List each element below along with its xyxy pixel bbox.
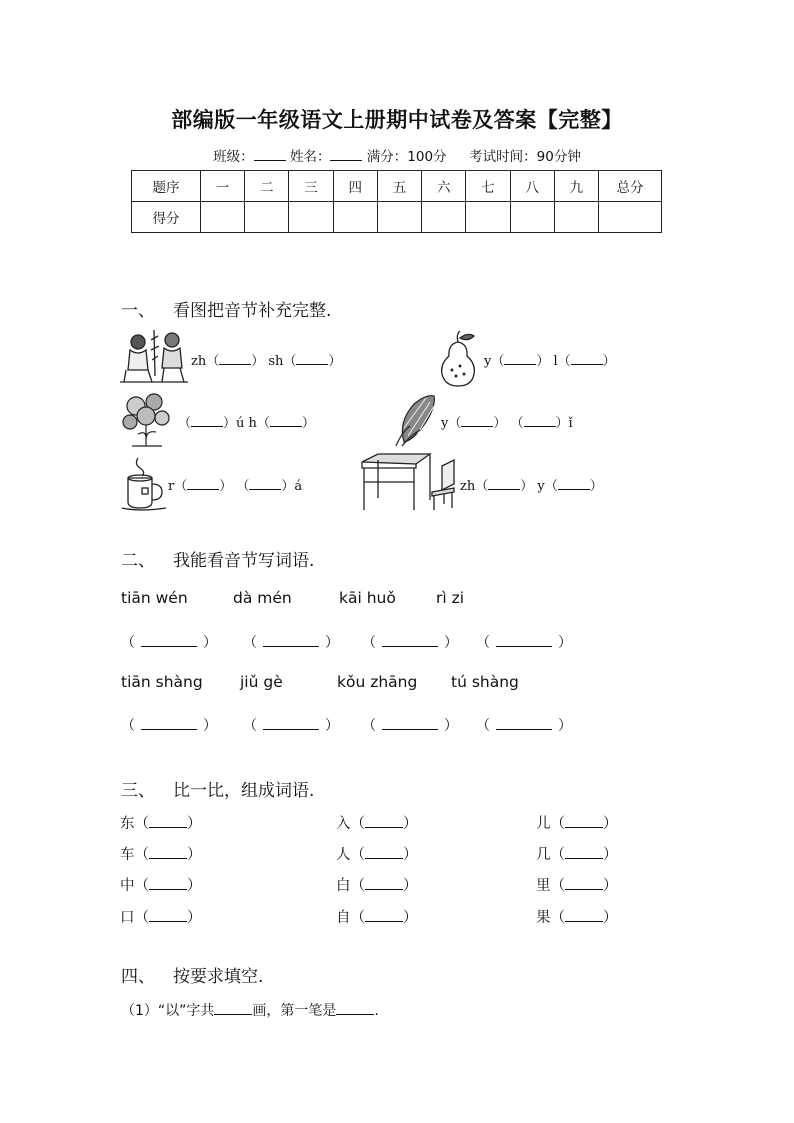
close-paren: ） xyxy=(403,847,418,863)
answer-bracket xyxy=(121,715,217,735)
pinyin-suffix: ）á xyxy=(281,479,303,494)
table-header-cell: 总分 xyxy=(599,171,662,202)
pinyin-middle: ） （ xyxy=(219,479,250,494)
word-item xyxy=(536,812,618,833)
answer-bracket xyxy=(476,715,572,735)
open-paren: （ xyxy=(134,816,149,832)
section4-title: 按要求填空. xyxy=(173,967,264,987)
table-header-cell: 一 xyxy=(201,171,245,202)
pinyin-blank[interactable] xyxy=(461,414,493,427)
close-paren: ） xyxy=(403,910,418,926)
word-char: 车 xyxy=(120,847,135,863)
word-char: 入 xyxy=(336,816,351,832)
table-header-cell: 三 xyxy=(289,171,333,202)
score-row-label: 得分 xyxy=(132,202,201,233)
class-blank[interactable] xyxy=(254,148,286,161)
question-1-text-b: 画，第一笔是 xyxy=(252,1003,337,1019)
pinyin-word: tú shàng xyxy=(451,673,519,691)
pinyin-word: kāi huǒ xyxy=(339,589,396,607)
answer-bracket xyxy=(362,632,458,652)
pinyin-word: rì zi xyxy=(436,589,465,607)
pinyin-blank[interactable] xyxy=(187,477,219,490)
close-paren: ） xyxy=(187,847,202,863)
score-cell[interactable] xyxy=(289,202,333,233)
word-blank[interactable] xyxy=(565,815,603,828)
score-cell[interactable] xyxy=(466,202,510,233)
answer-blank[interactable] xyxy=(382,717,438,730)
pinyin-middle: ） （ xyxy=(493,416,524,431)
word-char: 人 xyxy=(336,847,351,863)
pinyin-blank[interactable] xyxy=(270,414,302,427)
close-paren: ） xyxy=(403,878,418,894)
pinyin-blank[interactable] xyxy=(191,414,223,427)
corn-icon xyxy=(392,392,440,448)
score-table-score-row xyxy=(132,202,662,233)
score-table-header-row xyxy=(132,171,662,202)
table-header-cell: 六 xyxy=(422,171,466,202)
open-paren: （ xyxy=(134,847,149,863)
word-char: 里 xyxy=(536,878,551,894)
open-paren: （ xyxy=(350,816,365,832)
word-char: 几 xyxy=(536,847,551,863)
answer-blank[interactable] xyxy=(263,634,319,647)
pinyin-prefix: r（ xyxy=(168,479,188,494)
open-paren: （ xyxy=(476,635,490,651)
pinyin-word: dà mén xyxy=(233,589,292,607)
word-blank[interactable] xyxy=(149,909,187,922)
full-score: 满分：100分 xyxy=(366,149,447,165)
answer-blank[interactable] xyxy=(263,717,319,730)
open-paren: （ xyxy=(350,847,365,863)
score-cell[interactable] xyxy=(554,202,598,233)
pinyin-blank[interactable] xyxy=(488,477,520,490)
table-header-cell: 七 xyxy=(466,171,510,202)
pinyin-prefix: zh（ xyxy=(460,479,489,494)
close-paren: ） xyxy=(603,847,618,863)
word-blank[interactable] xyxy=(365,877,403,890)
answer-bracket xyxy=(121,632,217,652)
pinyin-blank[interactable] xyxy=(558,477,590,490)
pinyin-word: kǒu zhāng xyxy=(337,673,418,691)
close-paren: ） xyxy=(325,718,339,734)
word-item xyxy=(336,874,418,895)
pinyin-middle: ）ú h（ xyxy=(223,416,270,431)
pinyin-suffix: ） xyxy=(301,416,315,431)
pinyin-item xyxy=(168,475,302,494)
pinyin-blank[interactable] xyxy=(571,352,603,365)
word-blank[interactable] xyxy=(565,877,603,890)
open-paren: （ xyxy=(121,635,135,651)
open-paren: （ xyxy=(134,910,149,926)
open-paren: （ xyxy=(134,878,149,894)
word-item xyxy=(120,843,202,864)
word-item xyxy=(336,812,418,833)
open-paren: （ xyxy=(362,718,376,734)
section1-title: 看图把音节补充完整. xyxy=(173,301,332,321)
close-paren: ） xyxy=(203,718,217,734)
pinyin-item xyxy=(460,475,603,494)
pinyin-prefix: y（ xyxy=(441,416,462,431)
open-paren: （ xyxy=(243,718,257,734)
pinyin-blank[interactable] xyxy=(249,477,281,490)
name-label: 姓名： xyxy=(289,149,331,165)
word-item xyxy=(336,843,418,864)
stroke-count-blank[interactable] xyxy=(214,1002,252,1015)
pinyin-item xyxy=(484,350,616,369)
pinyin-word: tiān shàng xyxy=(121,673,203,691)
pinyin-middle: ） sh（ xyxy=(251,354,297,369)
word-item xyxy=(536,874,618,895)
word-char: 中 xyxy=(120,878,135,894)
score-cell[interactable] xyxy=(510,202,554,233)
answer-blank[interactable] xyxy=(141,717,197,730)
close-paren: ） xyxy=(187,816,202,832)
answer-bracket xyxy=(243,632,339,652)
name-blank[interactable] xyxy=(330,148,362,161)
open-paren: （ xyxy=(476,718,490,734)
score-table xyxy=(131,170,662,233)
flower-icon xyxy=(118,390,176,450)
open-paren: （ xyxy=(362,635,376,651)
open-paren: （ xyxy=(550,878,565,894)
close-paren: ） xyxy=(444,635,458,651)
close-paren: ） xyxy=(403,816,418,832)
table-header-cell: 五 xyxy=(377,171,421,202)
question-1-text-c: . xyxy=(374,1003,379,1019)
score-cell[interactable] xyxy=(377,202,421,233)
exam-info xyxy=(0,145,794,165)
tea-cup-icon xyxy=(120,454,170,512)
section2-heading xyxy=(121,546,314,571)
answer-blank[interactable] xyxy=(382,634,438,647)
section3-title: 比一比，组成词语. xyxy=(173,781,315,801)
word-blank[interactable] xyxy=(149,877,187,890)
pinyin-blank[interactable] xyxy=(524,414,556,427)
answer-blank[interactable] xyxy=(141,634,197,647)
open-paren: （ xyxy=(350,878,365,894)
pinyin-word: jiǔ gè xyxy=(240,673,283,691)
section4-heading xyxy=(121,962,263,987)
section2-number: 二、 xyxy=(121,551,155,571)
pinyin-item xyxy=(178,412,315,431)
exam-time: 考试时间：90分钟 xyxy=(469,149,581,165)
pinyin-middle: ） l（ xyxy=(536,354,571,369)
score-cell[interactable] xyxy=(599,202,662,233)
planting-people-icon xyxy=(118,326,190,386)
close-paren: ） xyxy=(603,816,618,832)
pinyin-blank[interactable] xyxy=(504,352,536,365)
word-item xyxy=(536,843,618,864)
table-header-cell: 题序 xyxy=(132,171,201,202)
answer-bracket xyxy=(362,715,458,735)
word-char: 口 xyxy=(120,910,135,926)
word-char: 儿 xyxy=(536,816,551,832)
word-char: 自 xyxy=(336,910,351,926)
pinyin-prefix: （ xyxy=(178,416,192,431)
answer-bracket xyxy=(476,632,572,652)
pinyin-item xyxy=(191,350,341,369)
pinyin-item xyxy=(441,412,573,431)
word-blank[interactable] xyxy=(565,846,603,859)
answer-blank[interactable] xyxy=(496,717,552,730)
word-item xyxy=(120,874,202,895)
close-paren: ） xyxy=(444,718,458,734)
answer-blank[interactable] xyxy=(496,634,552,647)
class-label: 班级： xyxy=(213,149,254,165)
pinyin-blank[interactable] xyxy=(296,352,328,365)
open-paren: （ xyxy=(350,910,365,926)
open-paren: （ xyxy=(550,847,565,863)
section1-heading xyxy=(121,296,331,321)
score-cell[interactable] xyxy=(333,202,377,233)
close-paren: ） xyxy=(203,635,217,651)
word-item xyxy=(120,906,202,927)
section1-number: 一、 xyxy=(121,301,155,321)
open-paren: （ xyxy=(550,910,565,926)
word-blank[interactable] xyxy=(365,815,403,828)
word-blank[interactable] xyxy=(149,846,187,859)
close-paren: ） xyxy=(558,718,572,734)
word-blank[interactable] xyxy=(365,909,403,922)
table-header-cell: 二 xyxy=(245,171,289,202)
first-stroke-blank[interactable] xyxy=(336,1002,374,1015)
section2-title: 我能看音节写词语. xyxy=(173,551,315,571)
close-paren: ） xyxy=(603,910,618,926)
open-paren: （ xyxy=(550,816,565,832)
word-char: 东 xyxy=(120,816,135,832)
open-paren: （ xyxy=(243,635,257,651)
open-paren: （ xyxy=(121,718,135,734)
pinyin-prefix: y（ xyxy=(484,354,505,369)
question-1 xyxy=(121,1000,379,1020)
answer-bracket xyxy=(243,715,339,735)
word-blank[interactable] xyxy=(365,846,403,859)
word-blank[interactable] xyxy=(565,909,603,922)
pinyin-blank[interactable] xyxy=(219,352,251,365)
close-paren: ） xyxy=(603,878,618,894)
section3-number: 三、 xyxy=(121,781,155,801)
close-paren: ） xyxy=(558,635,572,651)
table-header-cell: 八 xyxy=(510,171,554,202)
word-item xyxy=(336,906,418,927)
section4-number: 四、 xyxy=(121,967,155,987)
word-item xyxy=(120,812,202,833)
pinyin-suffix: ）ǐ xyxy=(555,416,573,431)
pinyin-suffix: ） xyxy=(602,354,616,369)
question-1-text-a: （1）“以”字共 xyxy=(121,1003,215,1019)
close-paren: ） xyxy=(187,910,202,926)
table-header-cell: 九 xyxy=(554,171,598,202)
pinyin-suffix: ） xyxy=(589,479,603,494)
pear-icon xyxy=(436,330,478,388)
pinyin-word: tiān wén xyxy=(121,589,188,607)
desk-chair-icon xyxy=(358,452,462,512)
score-cell[interactable] xyxy=(422,202,466,233)
close-paren: ） xyxy=(325,635,339,651)
table-header-cell: 四 xyxy=(333,171,377,202)
page-title: 部编版一年级语文上册期中试卷及答案【完整】 xyxy=(171,108,623,132)
section3-heading xyxy=(121,776,314,801)
word-char: 果 xyxy=(536,910,551,926)
pinyin-prefix: zh（ xyxy=(191,354,220,369)
word-blank[interactable] xyxy=(149,815,187,828)
score-cell[interactable] xyxy=(245,202,289,233)
pinyin-suffix: ） xyxy=(328,354,342,369)
word-char: 白 xyxy=(336,878,351,894)
word-item xyxy=(536,906,618,927)
pinyin-middle: ） y（ xyxy=(520,479,558,494)
close-paren: ） xyxy=(187,878,202,894)
score-cell[interactable] xyxy=(201,202,245,233)
